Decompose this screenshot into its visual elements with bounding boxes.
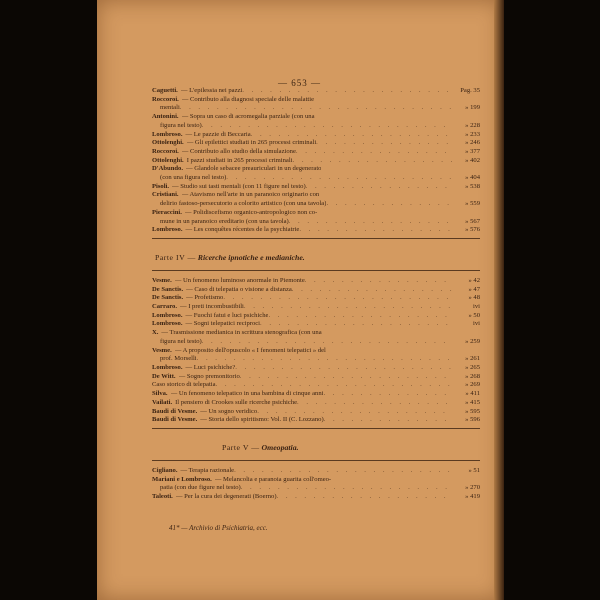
leader-dots xyxy=(223,294,452,303)
entry-page: » 259 xyxy=(465,337,480,345)
entry-title: — Per la cura dei degenerati (Boerno) xyxy=(175,493,277,501)
divider-rule xyxy=(152,428,480,429)
toc-entry xyxy=(152,96,480,113)
entry-author: De Sanctis. xyxy=(152,294,184,302)
entry-page: » 538 xyxy=(465,182,480,190)
entry-title: I pazzi studiati in 265 processi criminali xyxy=(186,156,293,164)
page-edge-shadow xyxy=(494,0,504,600)
toc-entry xyxy=(152,329,480,346)
toc-entry xyxy=(152,493,480,502)
entry-title: — Melancolia e paranoia guarita coll'omeo- xyxy=(214,475,332,483)
toc-entry xyxy=(152,347,480,364)
entry-author: X. xyxy=(152,329,159,337)
leader-dots xyxy=(240,373,452,382)
entry-author: Antonini. xyxy=(152,113,179,121)
entry-title: Il pensiero di Crookes sulle ricerche psichiche xyxy=(175,398,298,406)
toc-entry xyxy=(152,364,480,373)
entry-page: » 576 xyxy=(465,226,480,234)
entry-author: Silva. xyxy=(152,390,168,398)
entry-title: — Un fenomeno telepatico in una bambina di cinque anni xyxy=(170,390,324,398)
entry-title-continued: mentali xyxy=(160,104,180,112)
toc-entry xyxy=(152,286,480,295)
leader-dots xyxy=(268,312,452,321)
entry-title-continued: figura nel testo) xyxy=(160,121,202,129)
divider-rule xyxy=(152,238,480,239)
divider-rule xyxy=(152,460,480,461)
toc-entry xyxy=(152,277,480,286)
entry-page: » 596 xyxy=(465,416,480,424)
entry-title: — Les conquêtes récentes de la psychiatrie xyxy=(185,226,300,234)
entry-author: Baudi di Vesme. xyxy=(152,416,198,424)
entry-page: » 377 xyxy=(465,147,480,155)
toc-entry xyxy=(152,399,480,408)
entry-author: Vesme. xyxy=(152,276,172,284)
leader-dots xyxy=(293,157,452,166)
entry-title: — Un sogno veridico xyxy=(200,407,258,415)
entry-page: » 265 xyxy=(465,363,480,371)
leader-dots xyxy=(305,277,452,286)
leader-dots xyxy=(257,408,452,417)
entry-title: — Le pazzie di Beccaria xyxy=(185,130,251,138)
toc-entry xyxy=(152,191,480,208)
toc-entry xyxy=(152,165,480,182)
entry-page: » 246 xyxy=(465,139,480,147)
entry-author: De Sanctis. xyxy=(152,285,184,293)
part-3-entries xyxy=(152,87,480,235)
entry-title: — Terapia razionale xyxy=(180,466,235,474)
entry-page: » 595 xyxy=(465,407,480,415)
page-number: — 653 — xyxy=(278,78,321,88)
entry-author: Baudi di Vesme. xyxy=(152,407,198,415)
entry-page: » 559 xyxy=(465,200,480,208)
entry-title: — Fuochi fatui e luci psichiche xyxy=(185,311,269,319)
toc-entry xyxy=(152,381,480,390)
entry-title: — I preti incombustibili xyxy=(179,303,244,311)
entry-page: » 404 xyxy=(465,174,480,182)
part-5-title: Omeopatia. xyxy=(261,442,299,452)
entry-author: Ottolenghi. xyxy=(152,139,184,147)
entry-title-continued: mune in un paranoico ereditario (con una tavola) xyxy=(160,217,289,225)
leader-dots xyxy=(244,303,452,312)
entry-title: — Trasmissione medianica in scrittura stenografica (con una xyxy=(161,329,322,337)
leader-dots xyxy=(241,484,452,493)
entry-author: Cristiani. xyxy=(152,191,179,199)
part-4-heading xyxy=(155,253,480,262)
toc-entry xyxy=(152,209,480,226)
entry-author: Pisoli. xyxy=(152,182,170,190)
entry-author: Roccoroi. xyxy=(152,95,179,103)
entry-title: — Glandole sebacee preauriculari in un degenerato xyxy=(185,165,322,173)
divider-rule xyxy=(152,270,480,271)
entry-page: » 411 xyxy=(465,390,480,398)
entry-page: » 419 xyxy=(465,493,480,501)
leader-dots xyxy=(235,364,452,373)
entry-author: Mariani e Lombroso. xyxy=(152,475,212,483)
entry-title: — Profetismo xyxy=(186,294,224,302)
leader-dots xyxy=(242,87,452,96)
entry-page: » 567 xyxy=(465,217,480,225)
entry-page: » 415 xyxy=(465,398,480,406)
toc-entry xyxy=(152,131,480,140)
entry-author: Lombroso. xyxy=(152,363,183,371)
toc-entry xyxy=(152,294,480,303)
footer-text: 41* — Archivio di Psichiatria, ecc. xyxy=(169,524,268,532)
toc-entry xyxy=(152,467,480,476)
entry-page: » 228 xyxy=(465,121,480,129)
entry-page: ivi xyxy=(473,303,480,311)
entry-author: D'Abundo. xyxy=(152,165,183,173)
entry-title-continued: delirio fastoso-persecutorio a colorito artistico (con una tavola) xyxy=(160,200,327,208)
toc-entry xyxy=(152,113,480,130)
book-page xyxy=(97,0,502,600)
entry-title-continued: patia (con due figure nel testo) xyxy=(160,484,241,492)
entry-page: » 47 xyxy=(468,285,480,293)
table-of-contents xyxy=(152,87,480,502)
entry-author: Carraro. xyxy=(152,303,177,311)
entry-author: Lombroso. xyxy=(152,226,183,234)
entry-author: Caguetti. xyxy=(152,87,178,94)
leader-dots xyxy=(292,286,452,295)
entry-page: » 199 xyxy=(465,104,480,112)
entry-title: — Un fenomeno luminoso anormale in Piemonte xyxy=(174,276,305,284)
entry-page: » 42 xyxy=(468,276,480,284)
entry-title: — A proposito dell'opuscolo « I fenomeni telepatici » del xyxy=(174,346,326,354)
toc-entry xyxy=(152,312,480,321)
entry-author: Pieraccini. xyxy=(152,208,182,216)
leader-dots xyxy=(277,493,452,502)
entry-title-continued: figura nel testo) xyxy=(160,337,202,345)
entry-page: » 269 xyxy=(465,381,480,389)
entry-title: — L'epilessia nei pazzi xyxy=(180,87,243,94)
entry-author: Roccoroi. xyxy=(152,147,179,155)
entry-title: — Gli epilettici studiati in 265 processi criminali xyxy=(186,139,317,147)
part-5-heading xyxy=(222,443,480,452)
leader-dots xyxy=(306,183,452,192)
entry-page: » 402 xyxy=(465,156,480,164)
entry-author: Cigliano. xyxy=(152,466,178,474)
entry-title: — Atavismo nell'arte in un paranoico originario con xyxy=(181,191,320,199)
entry-author: Ottolenghi. xyxy=(152,156,184,164)
entry-page: » 261 xyxy=(465,355,480,363)
entry-title-continued: (con una figura nel testo) xyxy=(160,174,227,182)
leader-dots xyxy=(297,399,452,408)
entry-title-continued: prof. Morselli xyxy=(160,355,197,363)
entry-page: » 233 xyxy=(465,130,480,138)
entry-author: Vesme. xyxy=(152,346,172,354)
toc-entry xyxy=(152,226,480,235)
leader-dots xyxy=(289,218,452,227)
toc-entry xyxy=(152,320,480,329)
entry-author: Lombroso. xyxy=(152,311,183,319)
toc-entry xyxy=(152,408,480,417)
entry-title: — Storia dello spiritismo: Vol. II (C. Lozzano) xyxy=(200,416,324,424)
entry-page: ivi xyxy=(473,320,480,328)
entry-title: — Luci psichiche? xyxy=(185,363,236,371)
leader-dots xyxy=(197,355,452,364)
toc-entry xyxy=(152,157,480,166)
leader-dots xyxy=(323,390,452,399)
leader-dots xyxy=(202,122,452,131)
entry-author: Lombroso. xyxy=(152,130,183,138)
entry-author: De Witt. xyxy=(152,372,176,380)
toc-entry xyxy=(152,390,480,399)
entry-page: » 51 xyxy=(468,466,480,474)
toc-entry xyxy=(152,303,480,312)
entry-page: » 48 xyxy=(468,294,480,302)
entry-title: — Studio sui tasti mentali (con 11 figure nel testo) xyxy=(172,182,306,190)
toc-entry xyxy=(152,373,480,382)
leader-dots xyxy=(180,104,452,113)
entry-author: Lombroso. xyxy=(152,320,183,328)
leader-dots xyxy=(299,226,452,235)
toc-entry xyxy=(152,148,480,157)
entry-title: — Polidiscefismo organico-antropologico non co- xyxy=(184,208,318,216)
entry-title: — Sogni telepatici reciproci xyxy=(185,320,261,328)
entry-title: — Contributo allo studio della simulazione xyxy=(181,147,296,155)
leader-dots xyxy=(234,467,452,476)
entry-author: Taleoti. xyxy=(152,493,173,501)
leader-dots xyxy=(251,131,452,140)
entry-title: — Caso di telepatia o visione a distanza xyxy=(186,285,292,293)
toc-entry xyxy=(152,476,480,493)
leader-dots xyxy=(226,174,452,183)
part-5-entries xyxy=(152,467,480,502)
leader-dots xyxy=(316,139,452,148)
entry-page: » 50 xyxy=(468,311,480,319)
toc-entry xyxy=(152,139,480,148)
leader-dots xyxy=(216,381,452,390)
entry-title: Caso storico di telepatia xyxy=(152,381,216,389)
leader-dots xyxy=(202,338,452,347)
leader-dots xyxy=(326,200,452,209)
entry-title: — Sopra un caso di acromegalia parziale (con una xyxy=(181,113,315,121)
entry-page: Pag. 35 xyxy=(460,87,480,94)
entry-page: » 268 xyxy=(465,372,480,380)
toc-entry xyxy=(152,183,480,192)
entry-title: — Sogno premonitorio xyxy=(178,372,240,380)
part-4-entries xyxy=(152,277,480,425)
toc-entry xyxy=(152,416,480,425)
leader-dots xyxy=(296,148,452,157)
part-4-label: Parte IV — xyxy=(155,252,196,262)
toc-entry xyxy=(152,87,480,96)
entry-author: Vailati. xyxy=(152,398,173,406)
leader-dots xyxy=(324,416,452,425)
leader-dots xyxy=(260,320,452,329)
entry-title: — Contributo alla diagnosi speciale delle malattie xyxy=(181,95,315,103)
page-footer xyxy=(169,524,268,532)
entry-page: » 270 xyxy=(465,484,480,492)
part-4-title: Ricerche ipnotiche e medianiche. xyxy=(197,252,305,262)
part-5-label: Parte V — xyxy=(222,442,260,452)
